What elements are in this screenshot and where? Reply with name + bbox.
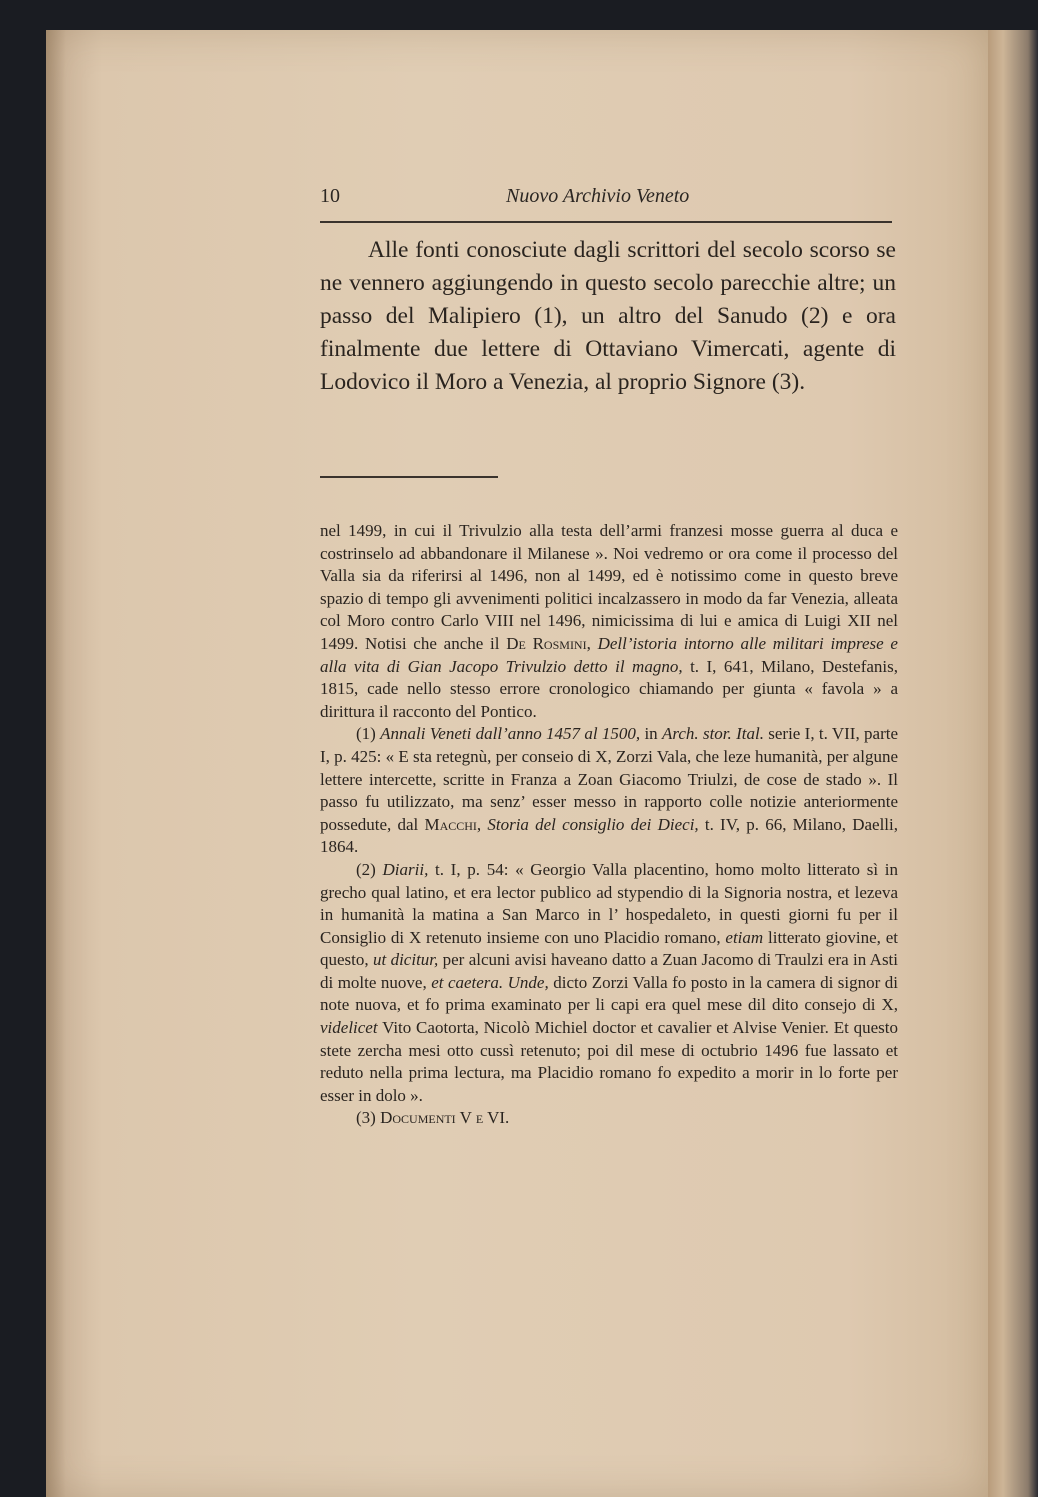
footnote-separator: [320, 476, 498, 478]
author-name: De Rosmini: [506, 633, 587, 653]
footnote-2: (2) Diarii, t. I, p. 54: « Georgio Valla placentino, homo molto litterato sì in grecho qual latino, et era lector publico ad stypendio di la Signoria nostra, et lezeva in humanità la matina a San Marco in l’ hospedaleto, in questi giorni fu per il Consiglio di X retenuto insieme con uno Placidio romano, etiam litterato giovine, et questo, ut dicitur, per alcuni avisi haveano datto a Zuan Jacomo di Traulzi era in Asti di molte nuove, et caetera. Unde, dicto Zorzi Valla fo posto in la camera di signor di note nuova, et fo prima examinato per li capi era quel mese dil dito consejo di X, videlicet Vito Caotorta, Nicolò Michiel doctor et cavalier et Alvise Venier. Et questo stete zercha mesi otto cussì retenuto; poi dil mese di octubrio 1496 fue lassato et reduto nella prima lectura, ma Placidio romano fo expedito a morir in lo forte per esser in dolo ».: [320, 859, 899, 1105]
footnote-1: (1) Annali Veneti dall’anno 1457 al 1500, in Arch. stor. Ital. serie I, t. VII, parte I, p. 425: « E sta retegnù, per conseio di X, Zorzi Vala, che leze humanità, per algune lettere intercette, scritte in Franza a Zoan Giacomo Triulzi, de cose de stado ». Il passo fu utilizzato, ma senz’ esser messo in rapporto colle notizie anteriormente possedute, dal Macchi, Storia del consiglio dei Dieci, t. IV, p. 66, Milano, Daelli, 1864.: [320, 724, 898, 857]
author-name: Macchi: [424, 814, 477, 834]
work-title: Dell’istoria intorno alle militari imprese e alla vita di Gian Jacopo Trivulzio detto il magno,: [320, 633, 898, 676]
page-header: [320, 185, 892, 211]
footnote-continuation: nel 1499, in cui il Trivulzio alla testa dell’armi franzesi mosse guerra al duca e costrinselo ad abbandonare il Milanese ». Noi vedremo or ora come il processo del Valla sia da riferirsi al 1496, non al 1499, ed è notissimo come in questo breve spazio di tempo gli avvenimenti politici incalzassero in modo da far Venezia, alleata col Moro contro Carlo VIII nel 1496, nimicissima di lui e amica di Luigi XII nel 1499. Notisi che anche il De Rosmini, Dell’istoria intorno alle militari imprese e alla vita di Gian Jacopo Trivulzio detto il magno, t. I, 641, Milano, Destefanis, 1815, cade nello stesso errore cronologico chiamando per giunta « favola » a dirittura il racconto del Pontico.: [320, 521, 898, 721]
work-title: Storia del consiglio dei Dieci,: [487, 814, 699, 834]
footnote-3: (3) Documenti V e VI.: [356, 1108, 510, 1128]
page-edge: [988, 30, 1038, 1497]
footnotes: [320, 520, 898, 1130]
page-gutter-shadow: [46, 30, 66, 1497]
header-rule: [320, 221, 892, 223]
main-paragraph: Alle fonti conosciute dagli scrittori del secolo scorso se ne vennero aggiungendo in questo secolo parecchie altre; un passo del Malipiero (1), un altro del Sanudo (2) e ora finalmente due lettere di Ottaviano Vimercati, agente di Lodovico il Moro a Venezia, al proprio Signore (3).: [320, 237, 896, 395]
page-number: 10: [320, 185, 340, 207]
running-title: Nuovo Archivio Veneto: [506, 185, 690, 207]
main-text: [320, 234, 896, 399]
